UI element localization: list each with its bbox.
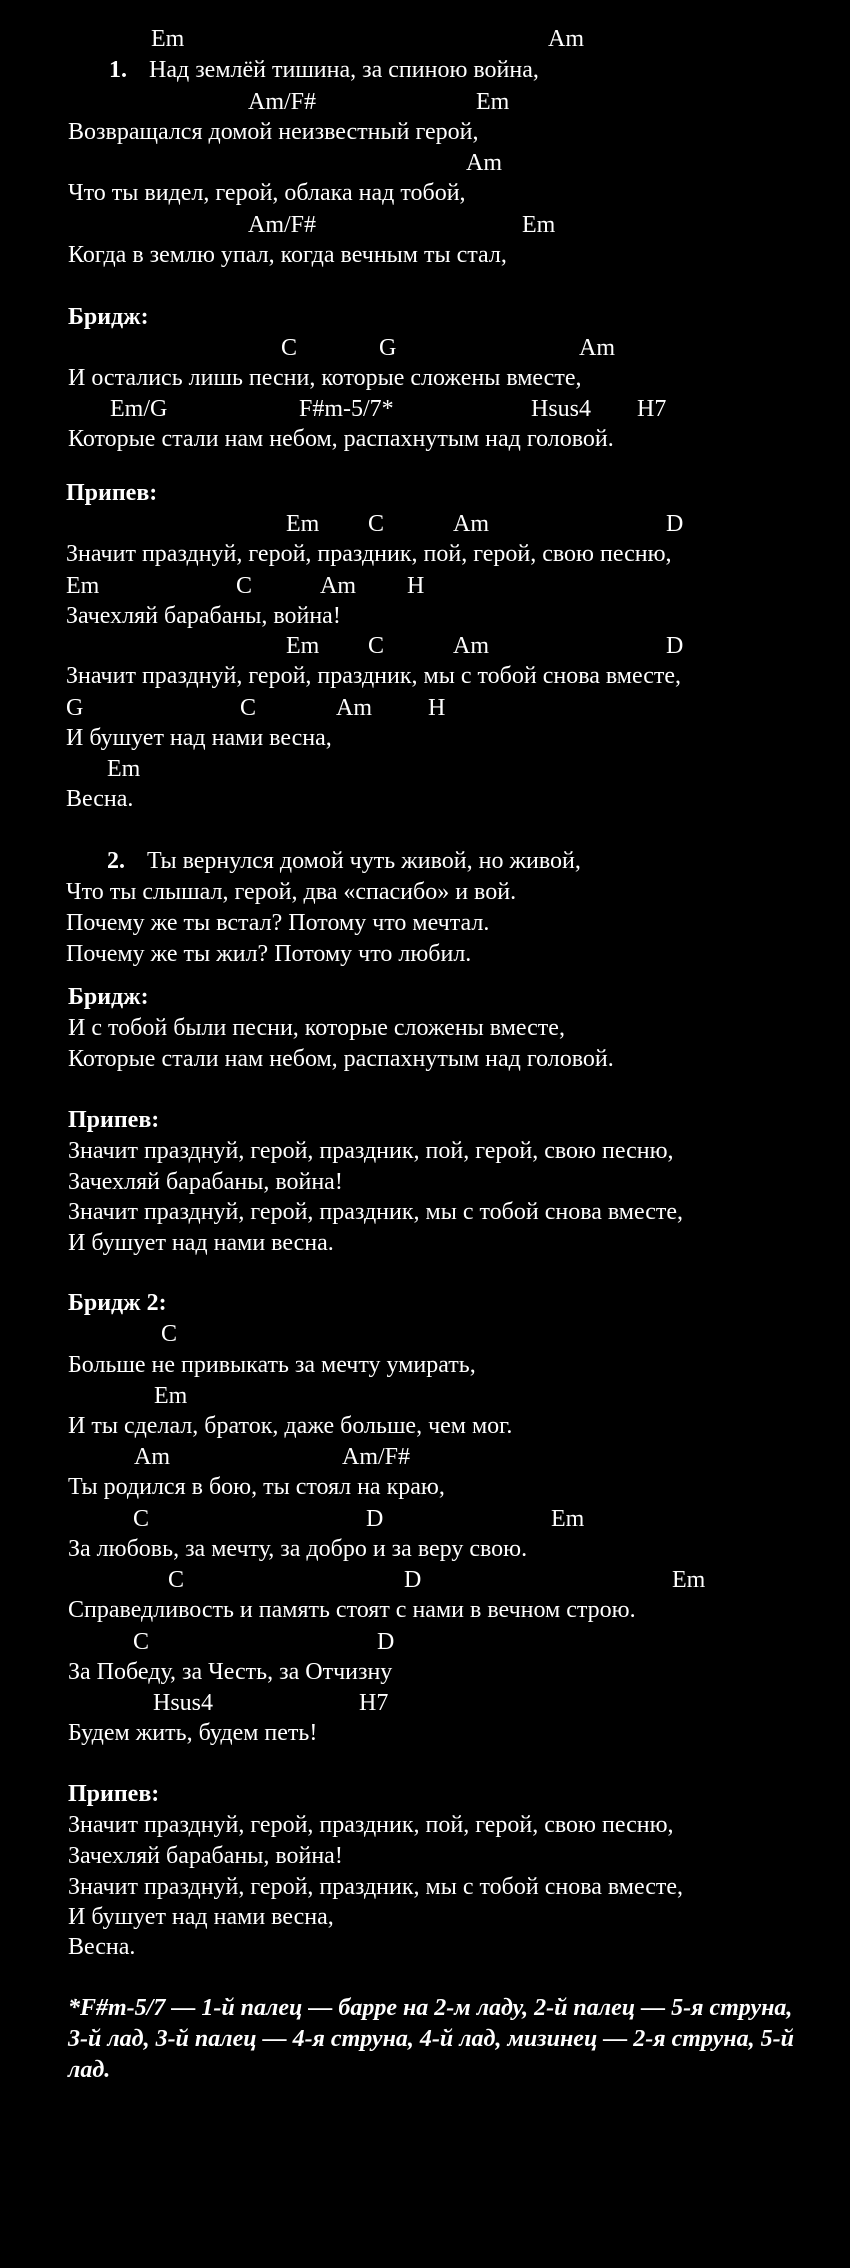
verse-number: 1. <box>109 57 127 83</box>
lyric-line: Когда в землю упал, когда вечным ты стал, <box>68 242 507 268</box>
lyric-line: И бушует над нами весна. <box>68 1230 334 1256</box>
lyric-line: Над землёй тишина, за спиною война, <box>149 57 539 83</box>
chord: F#m-5/7* <box>299 396 394 422</box>
chord: H <box>428 695 446 721</box>
chord: Em <box>476 89 510 115</box>
chord: Em <box>286 633 320 659</box>
lyric-line: И ты сделал, браток, даже больше, чем мог. <box>68 1413 513 1439</box>
chord: C <box>168 1567 185 1593</box>
section-heading: Припев: <box>66 480 158 506</box>
chord: C <box>240 695 257 721</box>
lyric-line: Значит празднуй, герой, праздник, пой, герой, свою песню, <box>68 1138 674 1164</box>
chord: Em <box>151 26 185 52</box>
chord: Am <box>466 150 502 176</box>
chord: Am <box>453 633 489 659</box>
lyric-line: Значит празднуй, герой, праздник, мы с тобой снова вместе, <box>66 663 682 689</box>
chord: Am <box>336 695 372 721</box>
chord: Am/F# <box>342 1444 411 1470</box>
section-heading: Припев: <box>68 1781 160 1807</box>
chord: D <box>377 1629 395 1655</box>
lyric-line: Справедливость и память стоят с нами в вечном строю. <box>68 1597 636 1623</box>
chord: H <box>407 573 425 599</box>
lyric-line: И бушует над нами весна, <box>66 725 332 751</box>
chord: Hsus4 <box>531 396 592 422</box>
chord: Am <box>453 511 489 537</box>
chord: G <box>379 335 397 361</box>
verse-number: 2. <box>107 848 125 874</box>
lyric-line: Значит празднуй, герой, праздник, мы с тобой снова вместе, <box>68 1199 684 1225</box>
chord: Am <box>134 1444 170 1470</box>
lyric-line: Будем жить, будем петь! <box>68 1720 318 1746</box>
chord: G <box>66 695 84 721</box>
section-heading: Бридж 2: <box>68 1290 167 1316</box>
chord: Am/F# <box>248 212 317 238</box>
lyric-line: За любовь, за мечту, за добро и за веру свою. <box>68 1536 528 1562</box>
lyric-line: И с тобой были песни, которые сложены вместе, <box>68 1015 565 1041</box>
chord: Em <box>551 1506 585 1532</box>
chord: Em <box>107 756 141 782</box>
chord: C <box>133 1506 150 1532</box>
section-heading: Припев: <box>68 1107 160 1133</box>
lyric-line: Зачехляй барабаны, война! <box>68 1843 343 1869</box>
chord: Am <box>320 573 356 599</box>
lyric-line: Значит празднуй, герой, праздник, мы с тобой снова вместе, <box>68 1874 684 1900</box>
chord: Em/G <box>110 396 168 422</box>
chord: C <box>236 573 253 599</box>
chord: H7 <box>359 1690 389 1716</box>
chord: Em <box>672 1567 706 1593</box>
chord: Am/F# <box>248 89 317 115</box>
chord: D <box>366 1506 384 1532</box>
chord: Hsus4 <box>153 1690 214 1716</box>
lyric-line: Весна. <box>68 1934 136 1960</box>
lyric-line: Больше не привыкать за мечту умирать, <box>68 1352 476 1378</box>
lyric-line: Ты родился в бою, ты стоял на краю, <box>68 1474 445 1500</box>
chord: D <box>404 1567 422 1593</box>
chord: C <box>368 633 385 659</box>
chord: Am <box>579 335 615 361</box>
lyric-line: Почему же ты жил? Потому что любил. <box>66 941 472 967</box>
lyric-line: Зачехляй барабаны, война! <box>66 603 341 629</box>
lyric-line: Зачехляй барабаны, война! <box>68 1169 343 1195</box>
lyric-line: И остались лишь песни, которые сложены вместе, <box>68 365 582 391</box>
lyric-line: Весна. <box>66 786 134 812</box>
chord: C <box>161 1321 178 1347</box>
chord: D <box>666 511 684 537</box>
lyric-line: Значит празднуй, герой, праздник, пой, герой, свою песню, <box>66 541 672 567</box>
chord: C <box>368 511 385 537</box>
chord: Em <box>154 1383 188 1409</box>
lyric-line: За Победу, за Честь, за Отчизну <box>68 1659 393 1685</box>
chord: Em <box>66 573 100 599</box>
section-heading: Бридж: <box>68 304 149 330</box>
lyric-line: Что ты видел, герой, облака над тобой, <box>68 180 466 206</box>
lyric-line: Которые стали нам небом, распахнутым над головой. <box>68 1046 614 1072</box>
chord: D <box>666 633 684 659</box>
chord: C <box>133 1629 150 1655</box>
lyric-line: Которые стали нам небом, распахнутым над головой. <box>68 426 614 452</box>
chord: H7 <box>637 396 667 422</box>
chord-footnote: *F#m-5/7 — 1-й палец — барре на 2-м ладу, 2-й палец — 5-я струна, 3-й лад, 3-й палец — 4-я струна, 4-й лад, мизинец — 2-я струна, 5-й лад. <box>68 1995 794 2083</box>
chord: C <box>281 335 298 361</box>
lyric-line: Значит празднуй, герой, праздник, пой, герой, свою песню, <box>68 1812 674 1838</box>
lyric-line: И бушует над нами весна, <box>68 1904 334 1930</box>
lyric-line: Почему же ты встал? Потому что мечтал. <box>66 910 490 936</box>
section-heading: Бридж: <box>68 984 149 1010</box>
lyric-line: Ты вернулся домой чуть живой, но живой, <box>147 848 581 874</box>
chord: Em <box>522 212 556 238</box>
chord: Am <box>548 26 584 52</box>
chord: Em <box>286 511 320 537</box>
lyric-line: Возвращался домой неизвестный герой, <box>68 119 479 145</box>
lyric-line: Что ты слышал, герой, два «спасибо» и вой. <box>66 879 517 905</box>
